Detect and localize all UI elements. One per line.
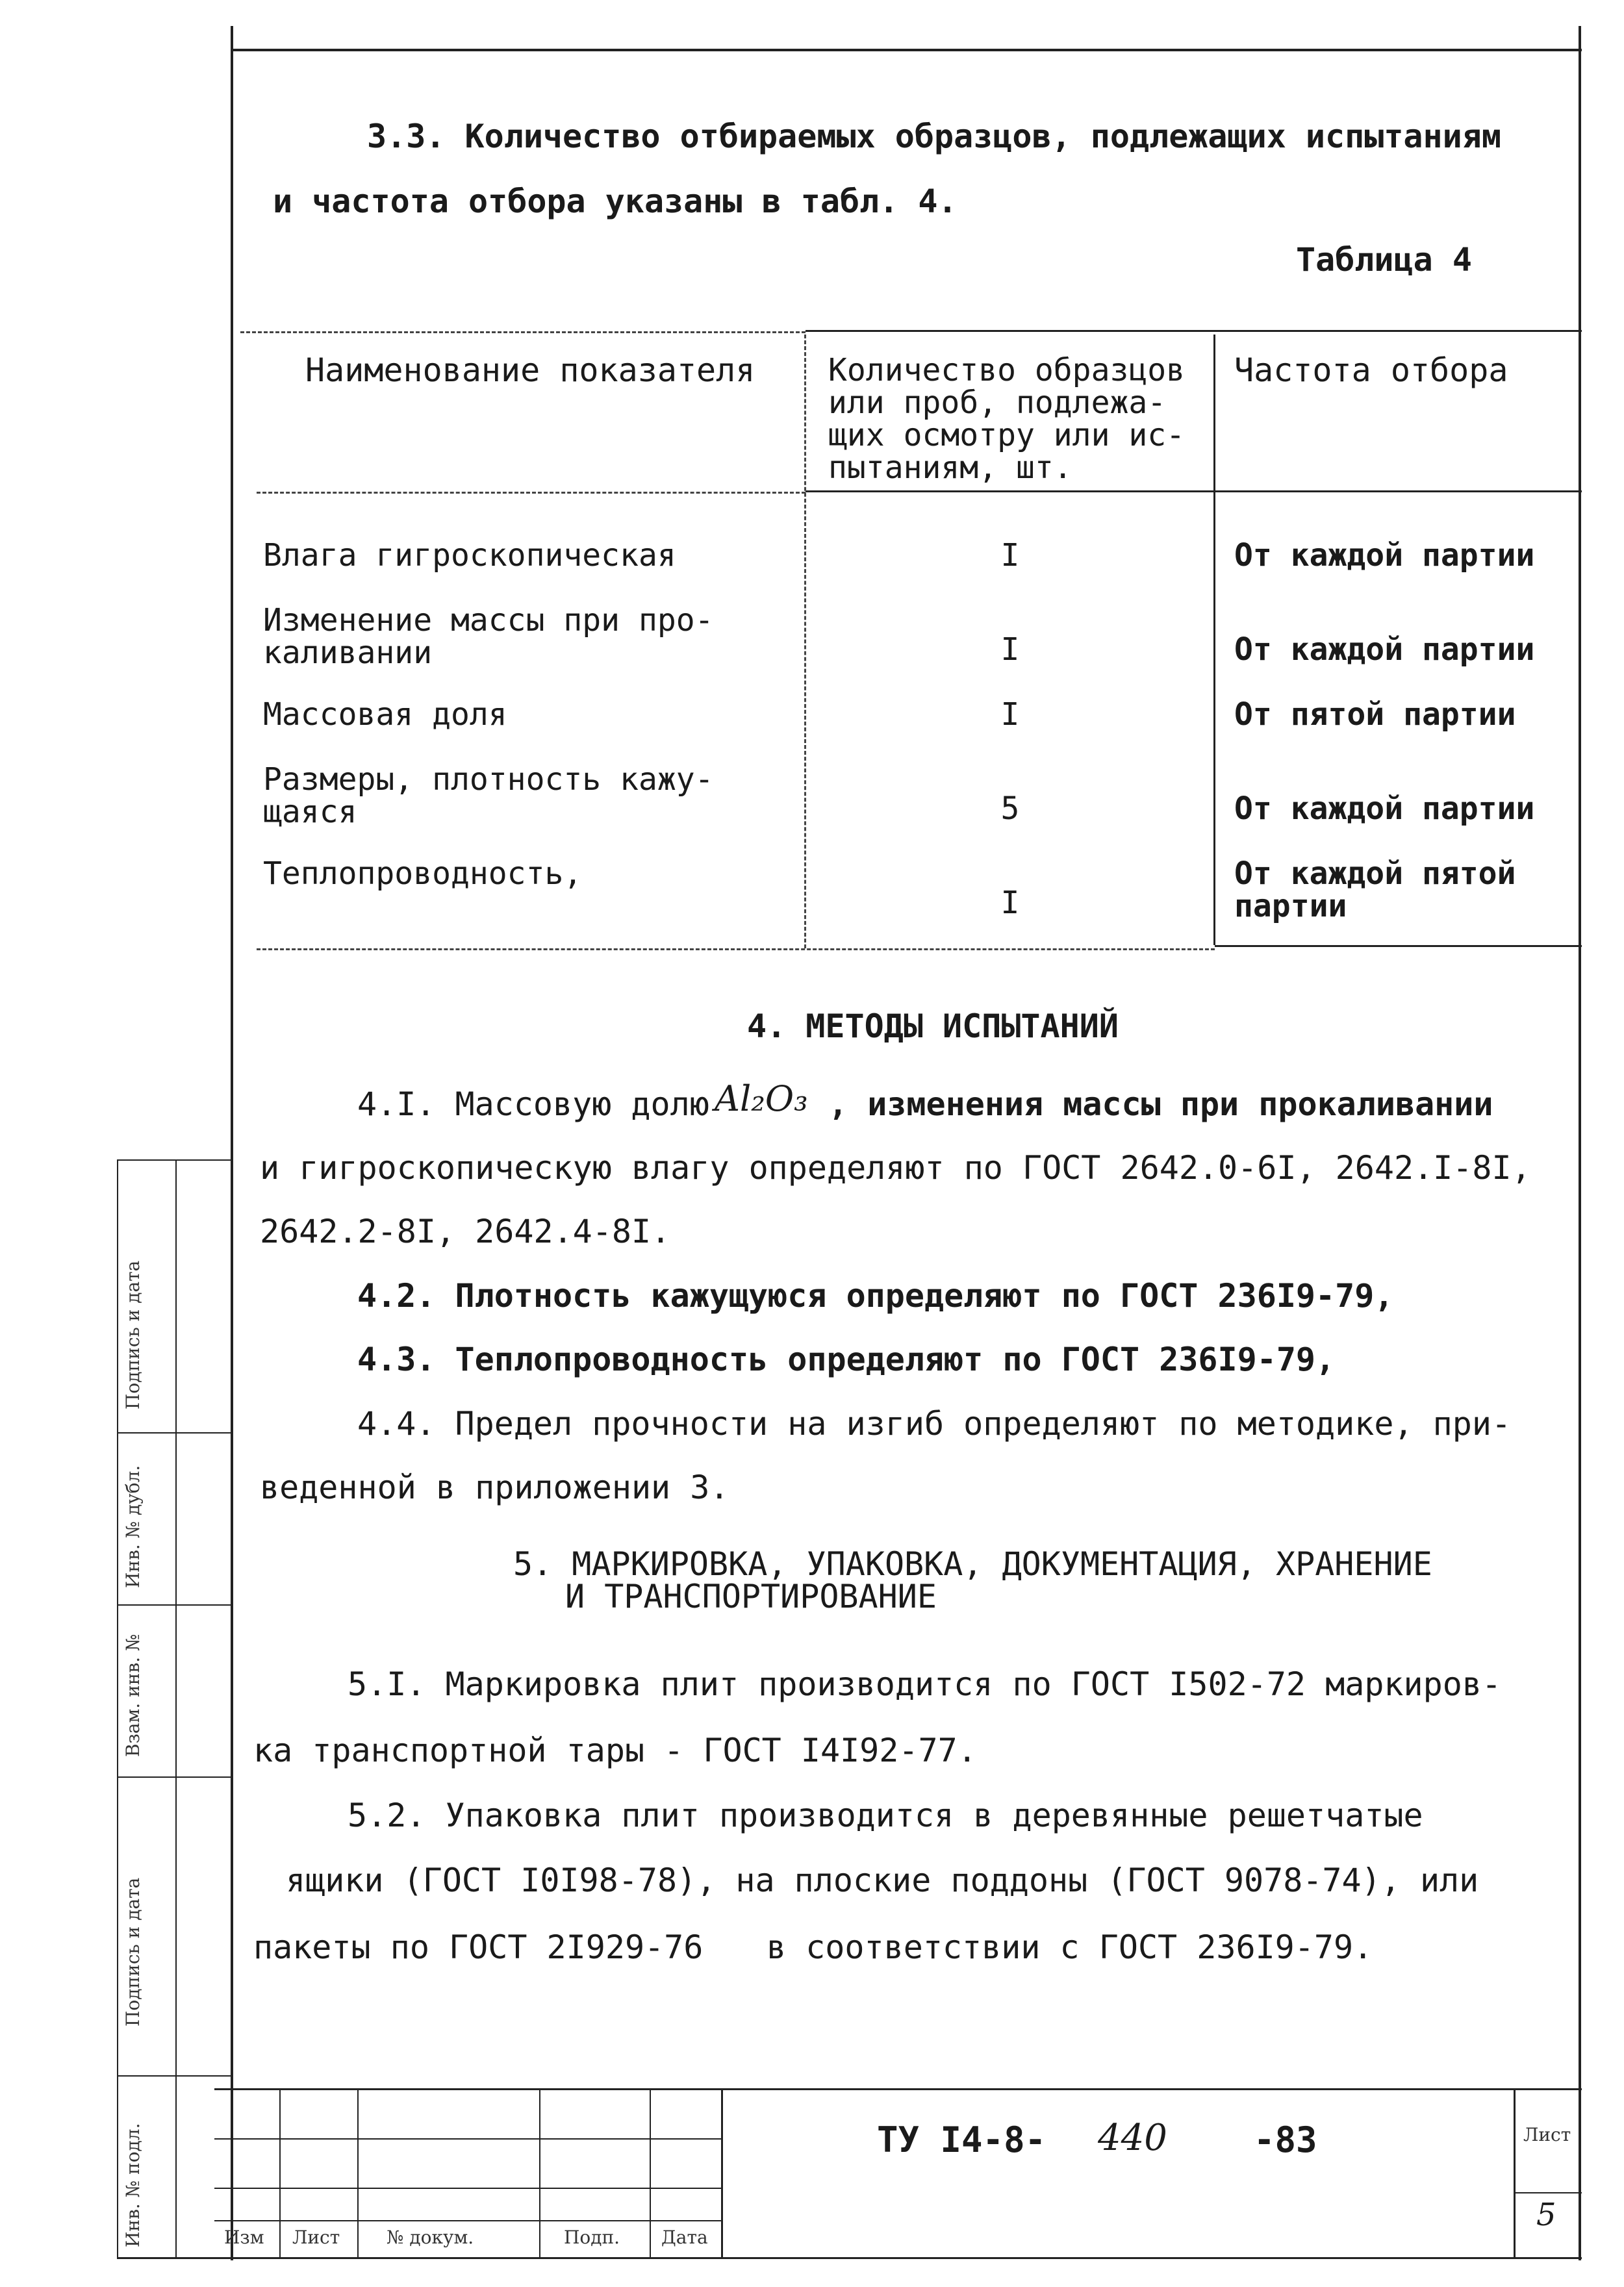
margin-stamp-inner	[175, 1159, 177, 2257]
margin-label-vzam-inv: Взам. инв. №	[122, 1634, 144, 1757]
table-row-2-frequency: От каждой партии	[1234, 631, 1535, 668]
table-row-3-name: Массовая доля	[263, 696, 507, 733]
table-row-3-frequency: От пятой партии	[1234, 696, 1516, 733]
table-row-1-name: Влага гигроскопическая	[263, 537, 676, 574]
para-4-4-line2: веденной в приложении 3.	[260, 1469, 730, 1506]
para-5-2-line3-b: в соответствии с ГОСТ 236I9-79.	[767, 1928, 1373, 1966]
table-row-4-count: 5	[1000, 790, 1020, 827]
frame-top-border	[231, 49, 1582, 51]
section-5-heading-line1: 5. МАРКИРОВКА, УПАКОВКА, ДОКУМЕНТАЦИЯ, ХРАНЕНИЕ	[513, 1545, 1432, 1583]
frame-right-border	[1579, 26, 1581, 2260]
table-top-rule-left	[240, 331, 806, 333]
margin-stamp-top	[117, 1159, 233, 1161]
margin-label-signature-date-2: Подпись и дата	[122, 1260, 144, 1409]
margin-label-inv-dubl: Инв. № дубл.	[122, 1465, 144, 1588]
para-4-2: 4.2. Плотность кажущуюся определяют по ГОСТ 236I9-79,	[357, 1277, 1394, 1315]
title-block-row-rule-3	[214, 2220, 721, 2221]
para-5-2-line1: 5.2. Упаковка плит производится в деревянные решетчатые	[348, 1797, 1423, 1834]
table-header-count: Количество образцов или проб, подлежа- щих осмотру или ис- пытаниям, шт.	[828, 352, 1186, 486]
stamp-col-signature: Подп.	[564, 2227, 620, 2248]
margin-label-inv-podl: Инв. № подл.	[122, 2123, 144, 2247]
margin-stamp-rule-1	[117, 1432, 233, 1434]
table-row-2-name: Изменение массы при про- каливании	[263, 602, 714, 671]
table-bottom-rule-right	[1215, 945, 1582, 947]
title-block-col-3	[539, 2088, 540, 2257]
table-caption: Таблица 4	[1296, 241, 1472, 279]
title-block-sheet-rule	[1514, 2192, 1582, 2193]
para-4-4-line1: 4.4. Предел прочности на изгиб определяют по методике, при-	[357, 1405, 1512, 1443]
table-row-5-count: I	[1000, 885, 1020, 921]
title-block-top-rule	[214, 2088, 1582, 2090]
formula-al2o3: Al₂O₃	[715, 1078, 808, 1119]
sheet-label: Лист	[1523, 2124, 1571, 2145]
table-row-1-frequency: От каждой партии	[1234, 537, 1535, 574]
margin-stamp-outer-left	[117, 1159, 118, 2257]
para-5-1-line2: ка транспортной тары - ГОСТ I4I92-77.	[253, 1732, 977, 1769]
para-5-1-line1: 5.I. Маркировка плит производится по ГОСТ I502-72 маркиров-	[348, 1665, 1502, 1703]
para-5-2-line3-a: пакеты по ГОСТ 2I929-76	[253, 1928, 704, 1966]
title-block-sheet-divider	[1514, 2088, 1516, 2257]
para-4-1-line3: 2642.2-8I, 2642.4-8I.	[260, 1213, 671, 1250]
table-row-5-name: Теплопроводность,	[263, 855, 583, 892]
table-col-divider-2	[1213, 335, 1215, 945]
para-4-1-line2: и гигроскопическую влагу определяют по ГОСТ 2642.0-6I, 2642.I-8I,	[260, 1149, 1531, 1187]
section-4-heading: 4. МЕТОДЫ ИСПЫТАНИЙ	[747, 1007, 1119, 1045]
doc-number: 440	[1098, 2117, 1167, 2159]
stamp-col-izm: Изм	[224, 2227, 264, 2248]
section-5-heading-line2: И ТРАНСПОРТИРОВАНИЕ	[565, 1578, 937, 1615]
stamp-col-list: Лист	[292, 2227, 340, 2248]
table-row-4-name: Размеры, плотность кажу- щаяся	[263, 761, 714, 830]
para-5-2-line2: ящики (ГОСТ I0I98-78), на плоские поддоны (ГОСТ 9078-74), или	[286, 1862, 1479, 1899]
doc-code-prefix: ТУ I4-8-	[877, 2119, 1047, 2160]
title-block-col-4	[650, 2088, 651, 2257]
para-3-3-line2: и частота отбора указаны в табл. 4.	[273, 183, 958, 220]
table-bottom-rule-left	[257, 948, 1215, 950]
para-3-3-line1: 3.3. Количество отбираемых образцов, подлежащих испытаниям	[367, 118, 1501, 155]
title-block-col-2	[357, 2088, 359, 2257]
para-4-1-line1-a: 4.I. Массовую долю	[357, 1085, 709, 1123]
sheet-number: 5	[1536, 2197, 1556, 2233]
table-row-4-frequency: От каждой партии	[1234, 790, 1535, 827]
stamp-col-doc-number: № докум.	[387, 2227, 474, 2248]
frame-bottom-border	[117, 2257, 1582, 2259]
para-4-1-line1-b: , изменения массы при прокаливании	[828, 1085, 1493, 1123]
table-header-name: Наименование показателя	[305, 351, 755, 389]
doc-year: -83	[1254, 2119, 1317, 2160]
table-row-1-count: I	[1000, 537, 1020, 574]
margin-label-signature-date-1: Подпись и дата	[122, 1877, 144, 2027]
frame-left-border	[231, 26, 233, 2260]
margin-stamp-rule-3	[117, 1776, 233, 1778]
table-header-frequency: Частота отбора	[1234, 351, 1508, 389]
title-block-row-rule-2	[214, 2188, 721, 2189]
table-row-5-frequency: От каждой пятой партии	[1234, 855, 1516, 924]
title-block-col-1	[279, 2088, 281, 2257]
table-top-rule-right	[806, 330, 1582, 332]
table-row-2-count: I	[1000, 631, 1020, 668]
para-4-3: 4.3. Теплопроводность определяют по ГОСТ 236I9-79,	[357, 1341, 1336, 1378]
title-block-col-5	[721, 2088, 723, 2257]
margin-stamp-rule-2	[117, 1604, 233, 1606]
table-header-rule-right	[806, 490, 1582, 492]
title-block-row-rule-1	[214, 2138, 721, 2140]
margin-stamp-rule-4	[117, 2075, 233, 2077]
stamp-col-date: Дата	[661, 2227, 708, 2248]
table-col-divider-1	[804, 335, 806, 948]
table-header-rule-left	[257, 492, 806, 494]
table-row-3-count: I	[1000, 696, 1020, 733]
